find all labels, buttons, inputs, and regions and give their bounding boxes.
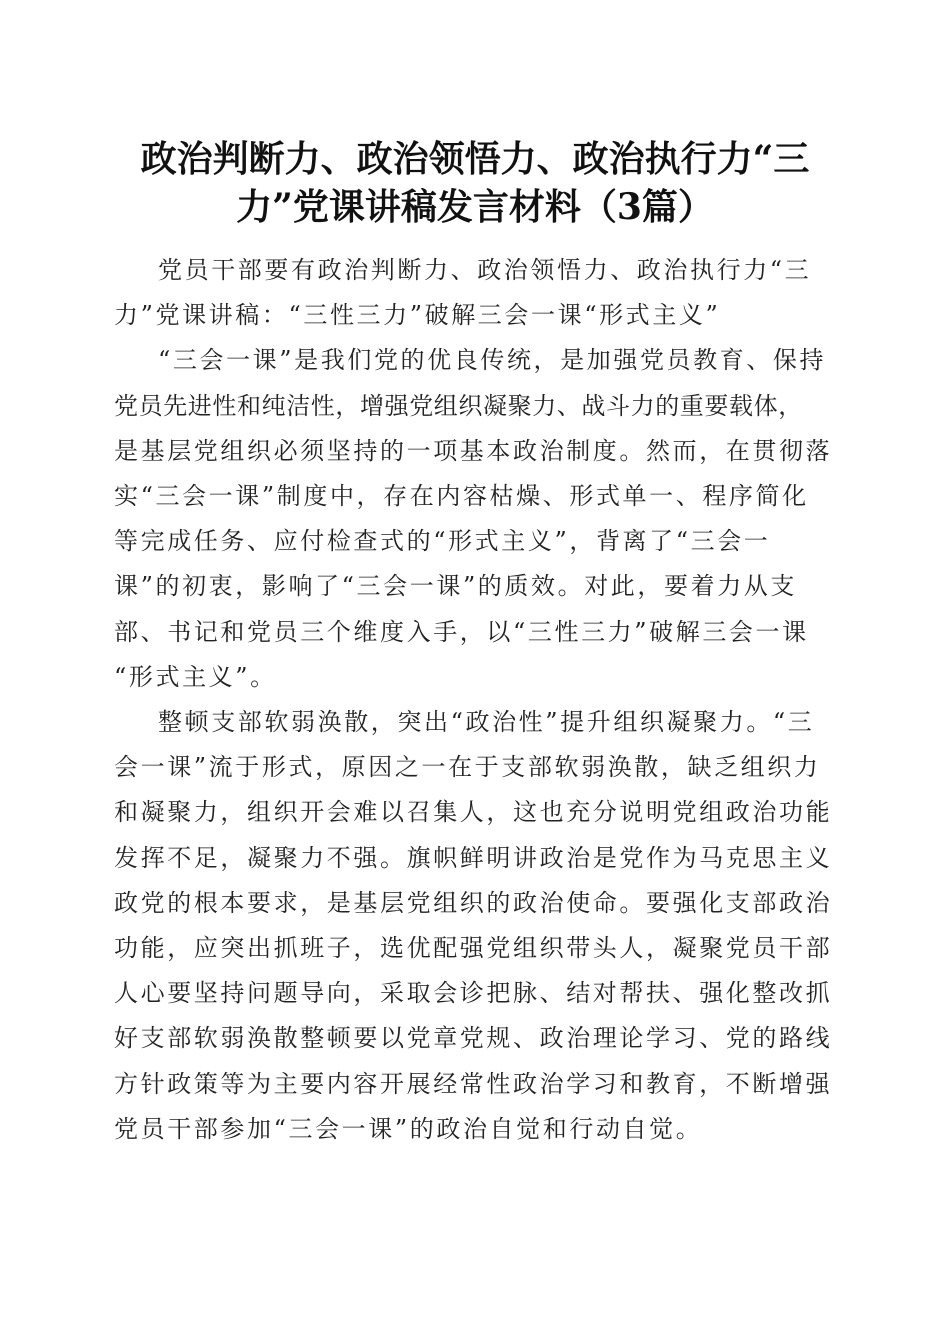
paragraph-line: 实“三会一课”制度中，存在内容枯燥、形式单一、程序简化 [114, 482, 809, 511]
paragraph-line: 人心要坚持问题导向，采取会诊把脉、结对帮扶、强化整改抓 [114, 979, 833, 1008]
paragraph-line: “三会一课”是我们党的优良传统，是加强党员教育、保持 [158, 346, 827, 375]
document-body [114, 248, 834, 1152]
title-line: 政治判断力、政治领悟力、政治执行力“三 [140, 138, 810, 180]
paragraph-line: 党员干部要有政治判断力、政治领悟力、政治执行力“三 [158, 256, 812, 284]
title-line: 力”党课讲稿发言材料（3篇） [236, 186, 714, 228]
paragraph-line: 力”党课讲稿：“三性三力”破解三会一课“形式主义” [114, 301, 721, 330]
paragraph-line: 会一课”流于形式，原因之一在于支部软弱涣散，缺乏组织力 [114, 753, 821, 782]
paragraph-line: 部、书记和党员三个维度入手，以“三性三力”破解三会一课 [114, 617, 809, 646]
paragraph-line: 课”的初衷，影响了“三会一课”的质效。对此，要着力从支 [114, 572, 798, 601]
paragraph-line: 整顿支部软弱涣散，突出“政治性”提升组织凝聚力。“三 [158, 708, 815, 737]
paragraph-heading [114, 248, 834, 338]
paragraph-line: 党员干部参加“三会一课”的政治自觉和行动自觉。 [114, 1114, 703, 1143]
paragraph-line: 方针政策等为主要内容开展经常性政治学习和教育，不断增强 [114, 1069, 833, 1098]
paragraph-line: 党员先进性和纯洁性，增强党组织凝聚力、战斗力的重要载体， [114, 391, 803, 420]
paragraph-line: 发挥不足，凝聚力不强。旗帜鲜明讲政治是党作为马克思主义 [114, 843, 833, 872]
paragraph-line: “形式主义”。 [114, 662, 277, 691]
paragraph-line: 政党的根本要求，是基层党组织的政治使命。要强化支部政治 [114, 888, 833, 917]
paragraph-line: 功能，应突出抓班子，选优配强党组织带头人，凝聚党员干部 [114, 934, 833, 963]
paragraph-section-one [114, 700, 834, 1152]
document-title [100, 135, 850, 231]
paragraph-line: 是基层党组织必须坚持的一项基本政治制度。然而，在贯彻落 [114, 436, 833, 465]
paragraph-line: 好支部软弱涣散整顿要以党章党规、政治理论学习、党的路线 [114, 1024, 833, 1053]
paragraph-line: 和凝聚力，组织开会难以召集人，这也充分说明党组政治功能 [114, 798, 833, 827]
paragraph-intro [114, 338, 834, 700]
paragraph-line: 等完成任务、应付检查式的“形式主义”，背离了“三会一 [114, 527, 771, 556]
